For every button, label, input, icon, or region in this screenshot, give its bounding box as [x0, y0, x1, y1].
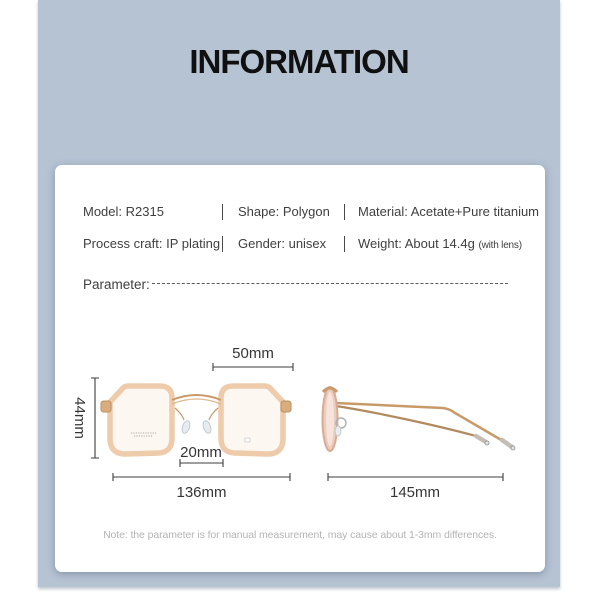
divider — [344, 204, 345, 220]
dimension-bridge — [180, 444, 223, 467]
dimension-frame-width — [113, 473, 290, 501]
near-tip-cap — [511, 446, 515, 450]
left-nosepad-wire — [175, 408, 184, 420]
glasses-side-view — [323, 387, 516, 451]
lens-logo-tag — [245, 438, 250, 442]
divider — [222, 204, 223, 220]
right-endpiece — [281, 401, 291, 412]
far-temple-tip — [476, 436, 486, 442]
spec-model: Model: R2315 — [83, 204, 164, 219]
right-lens — [221, 386, 283, 454]
spec-weight-value: Weight: About 14.4g — [358, 236, 475, 251]
far-temple-arm — [336, 406, 476, 436]
right-nosepad-wire — [209, 408, 218, 420]
left-lens — [110, 386, 172, 454]
bridge-width-label: 20mm — [180, 444, 222, 461]
right-nosepad — [202, 420, 213, 435]
spec-weight — [358, 235, 522, 254]
glasses-diagram — [55, 330, 545, 510]
dimension-temple-length — [328, 473, 503, 501]
left-endpiece — [101, 401, 111, 412]
spec-weight-suffix: (with lens) — [478, 240, 522, 251]
dimension-lens-height — [71, 378, 99, 458]
dimension-lens-width — [213, 345, 293, 371]
divider — [344, 236, 345, 252]
near-temple-tip — [502, 440, 512, 447]
page-title: INFORMATION — [189, 43, 409, 80]
left-nosepad — [181, 420, 192, 435]
frame-width-label: 136mm — [176, 484, 227, 501]
side-nosepad — [335, 426, 341, 436]
divider — [222, 236, 223, 252]
temple-length-label: 145mm — [389, 484, 441, 501]
spec-gender: Gender: unisex — [238, 236, 327, 251]
spec-shape: Shape: Polygon — [238, 204, 330, 219]
spec-process-craft: Process craft: IP plating — [83, 236, 221, 251]
lens-height-label: 44mm — [71, 397, 88, 439]
spec-material: Material: Acetate+Pure titanium — [358, 204, 540, 219]
measurement-note: Note: the parameter is for manual measurement, may cause about 1-3mm differences. — [103, 529, 497, 541]
side-lens-highlight — [326, 392, 334, 446]
bridge-bar-inner — [172, 399, 221, 404]
parameter-dashed-line — [152, 283, 508, 284]
far-tip-cap — [485, 441, 489, 445]
lens-width-label: 50mm — [232, 345, 274, 362]
parameter-label: Parameter: — [83, 277, 150, 292]
info-card — [55, 165, 545, 572]
